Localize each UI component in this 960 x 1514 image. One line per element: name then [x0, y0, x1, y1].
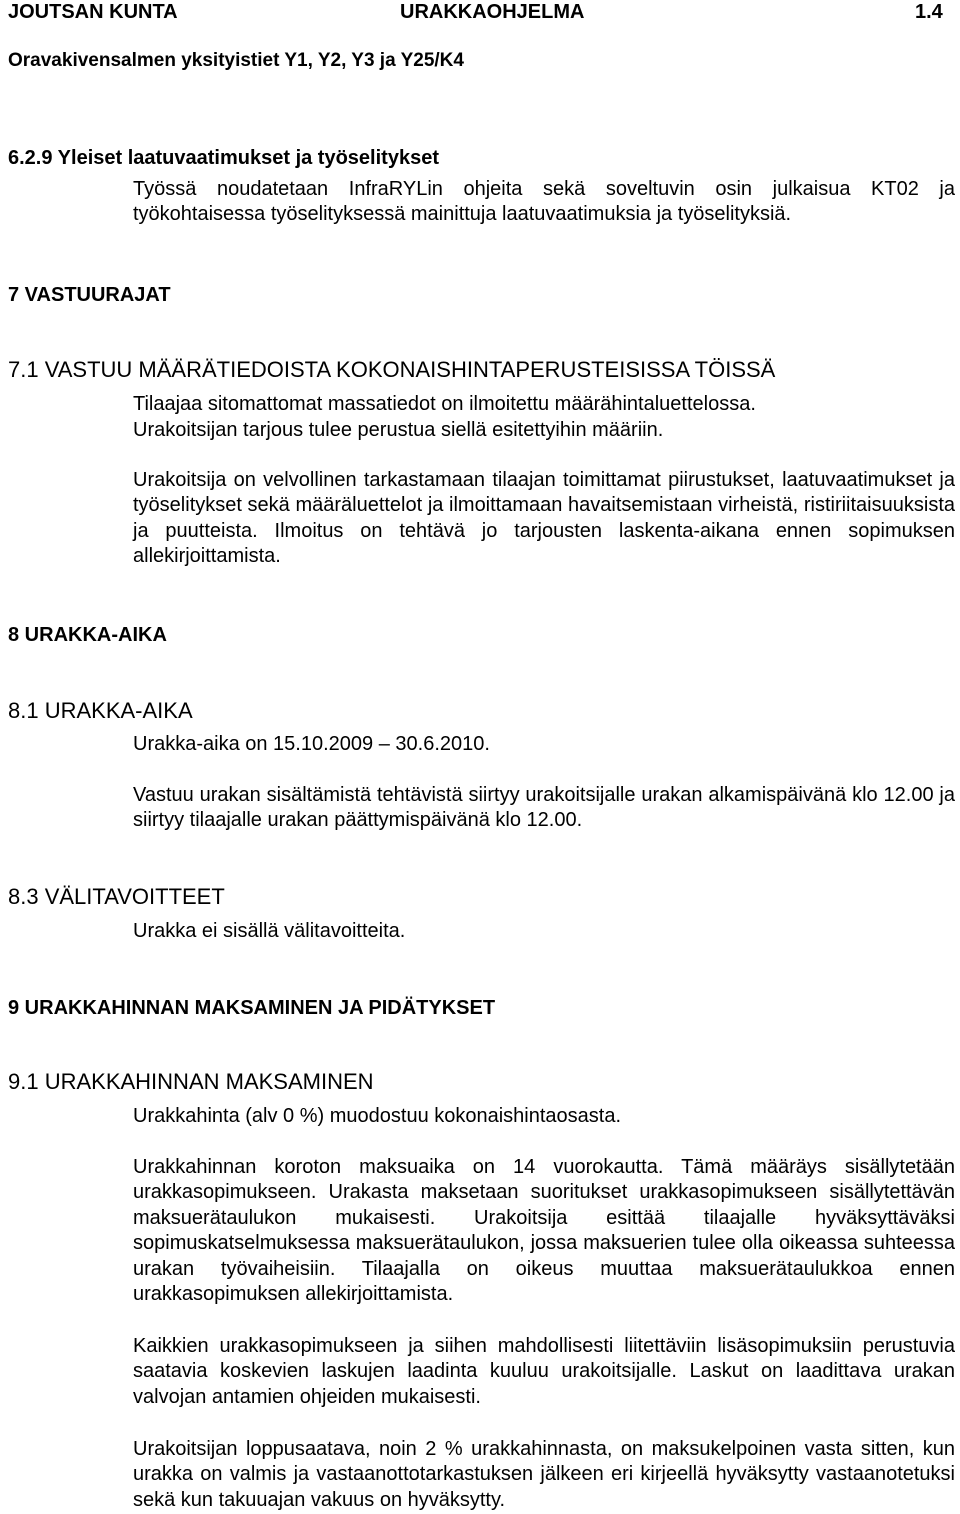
- section-heading-9-1: 9.1 URAKKAHINNAN MAKSAMINEN: [8, 1069, 374, 1094]
- chapter-heading-7: 7 VASTUURAJAT: [8, 284, 171, 306]
- section-7-1-line-1: Tilaajaa sitomattomat massatiedot on ilmoitettu määrähintaluettelossa.: [133, 393, 756, 415]
- section-6-2-9-text: Työssä noudatetaan InfraRYLin ohjeita sekä soveltuvin osin julkaisua KT02 ja työkohtaisessa työselityksessä mainittuja laatuvaatimuksia ja työselityksiä.: [133, 178, 955, 226]
- section-heading-8-3: 8.3 VÄLITAVOITTEET: [8, 884, 225, 909]
- section-8-1-paragraph: Vastuu urakan sisältämistä tehtävistä siirtyy urakoitsijalle urakan alkamispäivänä klo 12.00 ja siirtyy tilaajalle urakan päättymispäivänä klo 12.00.: [133, 784, 955, 832]
- contract-price-text: Urakkahinta (alv 0 %) muodostuu kokonaishintaosasta.: [133, 1105, 622, 1127]
- chapter-heading-8: 8 URAKKA-AIKA: [8, 624, 167, 646]
- invoicing-paragraph: Kaikkien urakkasopimukseen ja siihen mahdollisesti liitettäviin lisäsopimuksiin perustuvia saatavia koskevien laskujen laadinta kuuluu urakoitsijalle. Laskut on laadittava urakan valvojan antamien ohjeiden mukaisesti.: [133, 1335, 955, 1408]
- section-heading-7-1: 7.1 VASTUU MÄÄRÄTIEDOISTA KOKONAISHINTAPERUSTEISISSA TÖISSÄ: [8, 357, 776, 382]
- section-7-1-paragraph: Urakoitsija on velvollinen tarkastamaan tilaajan toimittamat piirustukset, laatuvaatimukset ja työselitykset sekä määräluettelot ja ilmoittamaan havaitsemistaan virheistä, ristiriitaisuuksista ja puutteista. Ilmoitus on tehtävä jo tarjousten laskenta-aikana ennen sopimuksen allekirjoittamista.: [133, 469, 955, 568]
- final-payment-paragraph: Urakoitsijan loppusaatava, noin 2 % urakkahinnasta, on maksukelpoinen vasta sitten, kun urakka on valmis ja vastaanottotarkastuksen jälkeen eri kirjeellä hyväksytty vastaanotetuksi sekä kun takuuajan vakuus on hyväksytty.: [133, 1438, 955, 1511]
- section-heading-6-2-9: 6.2.9 Yleiset laatuvaatimukset ja työselitykset: [8, 147, 439, 169]
- header-document-title: URAKKAOHJELMA: [400, 1, 585, 23]
- chapter-heading-9: 9 URAKKAHINNAN MAKSAMINEN JA PIDÄTYKSET: [8, 997, 496, 1019]
- contract-period: Urakka-aika on 15.10.2009 – 30.6.2010.: [133, 733, 490, 755]
- header-page-number: 1.4: [915, 1, 943, 23]
- header-project-title: Oravakivensalmen yksityistiet Y1, Y2, Y3 ja Y25/K4: [8, 50, 464, 71]
- section-7-1-line-2: Urakoitsijan tarjous tulee perustua siellä esitettyihin määriin.: [133, 419, 664, 441]
- payment-paragraph: Urakkahinnan koroton maksuaika on 14 vuorokautta. Tämä määräys sisällytetään urakkasopimukseen. Urakasta maksetaan suoritukset urakkasopimukseen sisällytettävän maksuerätaulukon mukaisesti. Urakoitsija esittää tilaajalle hyväksyttäväksi sopimuskatselmuksessa maksuerätaulukon, jossa maksuerien tulee olla oikeassa suhteessa urakan työvaiheisiin. Tilaajalla on oikeus muuttaa maksuerätaulukkoa ennen urakkasopimuksen allekirjoittamista.: [133, 1156, 955, 1306]
- milestones-text: Urakka ei sisällä välitavoitteita.: [133, 920, 406, 942]
- section-heading-8-1: 8.1 URAKKA-AIKA: [8, 698, 193, 723]
- header-organization: JOUTSAN KUNTA: [8, 1, 178, 23]
